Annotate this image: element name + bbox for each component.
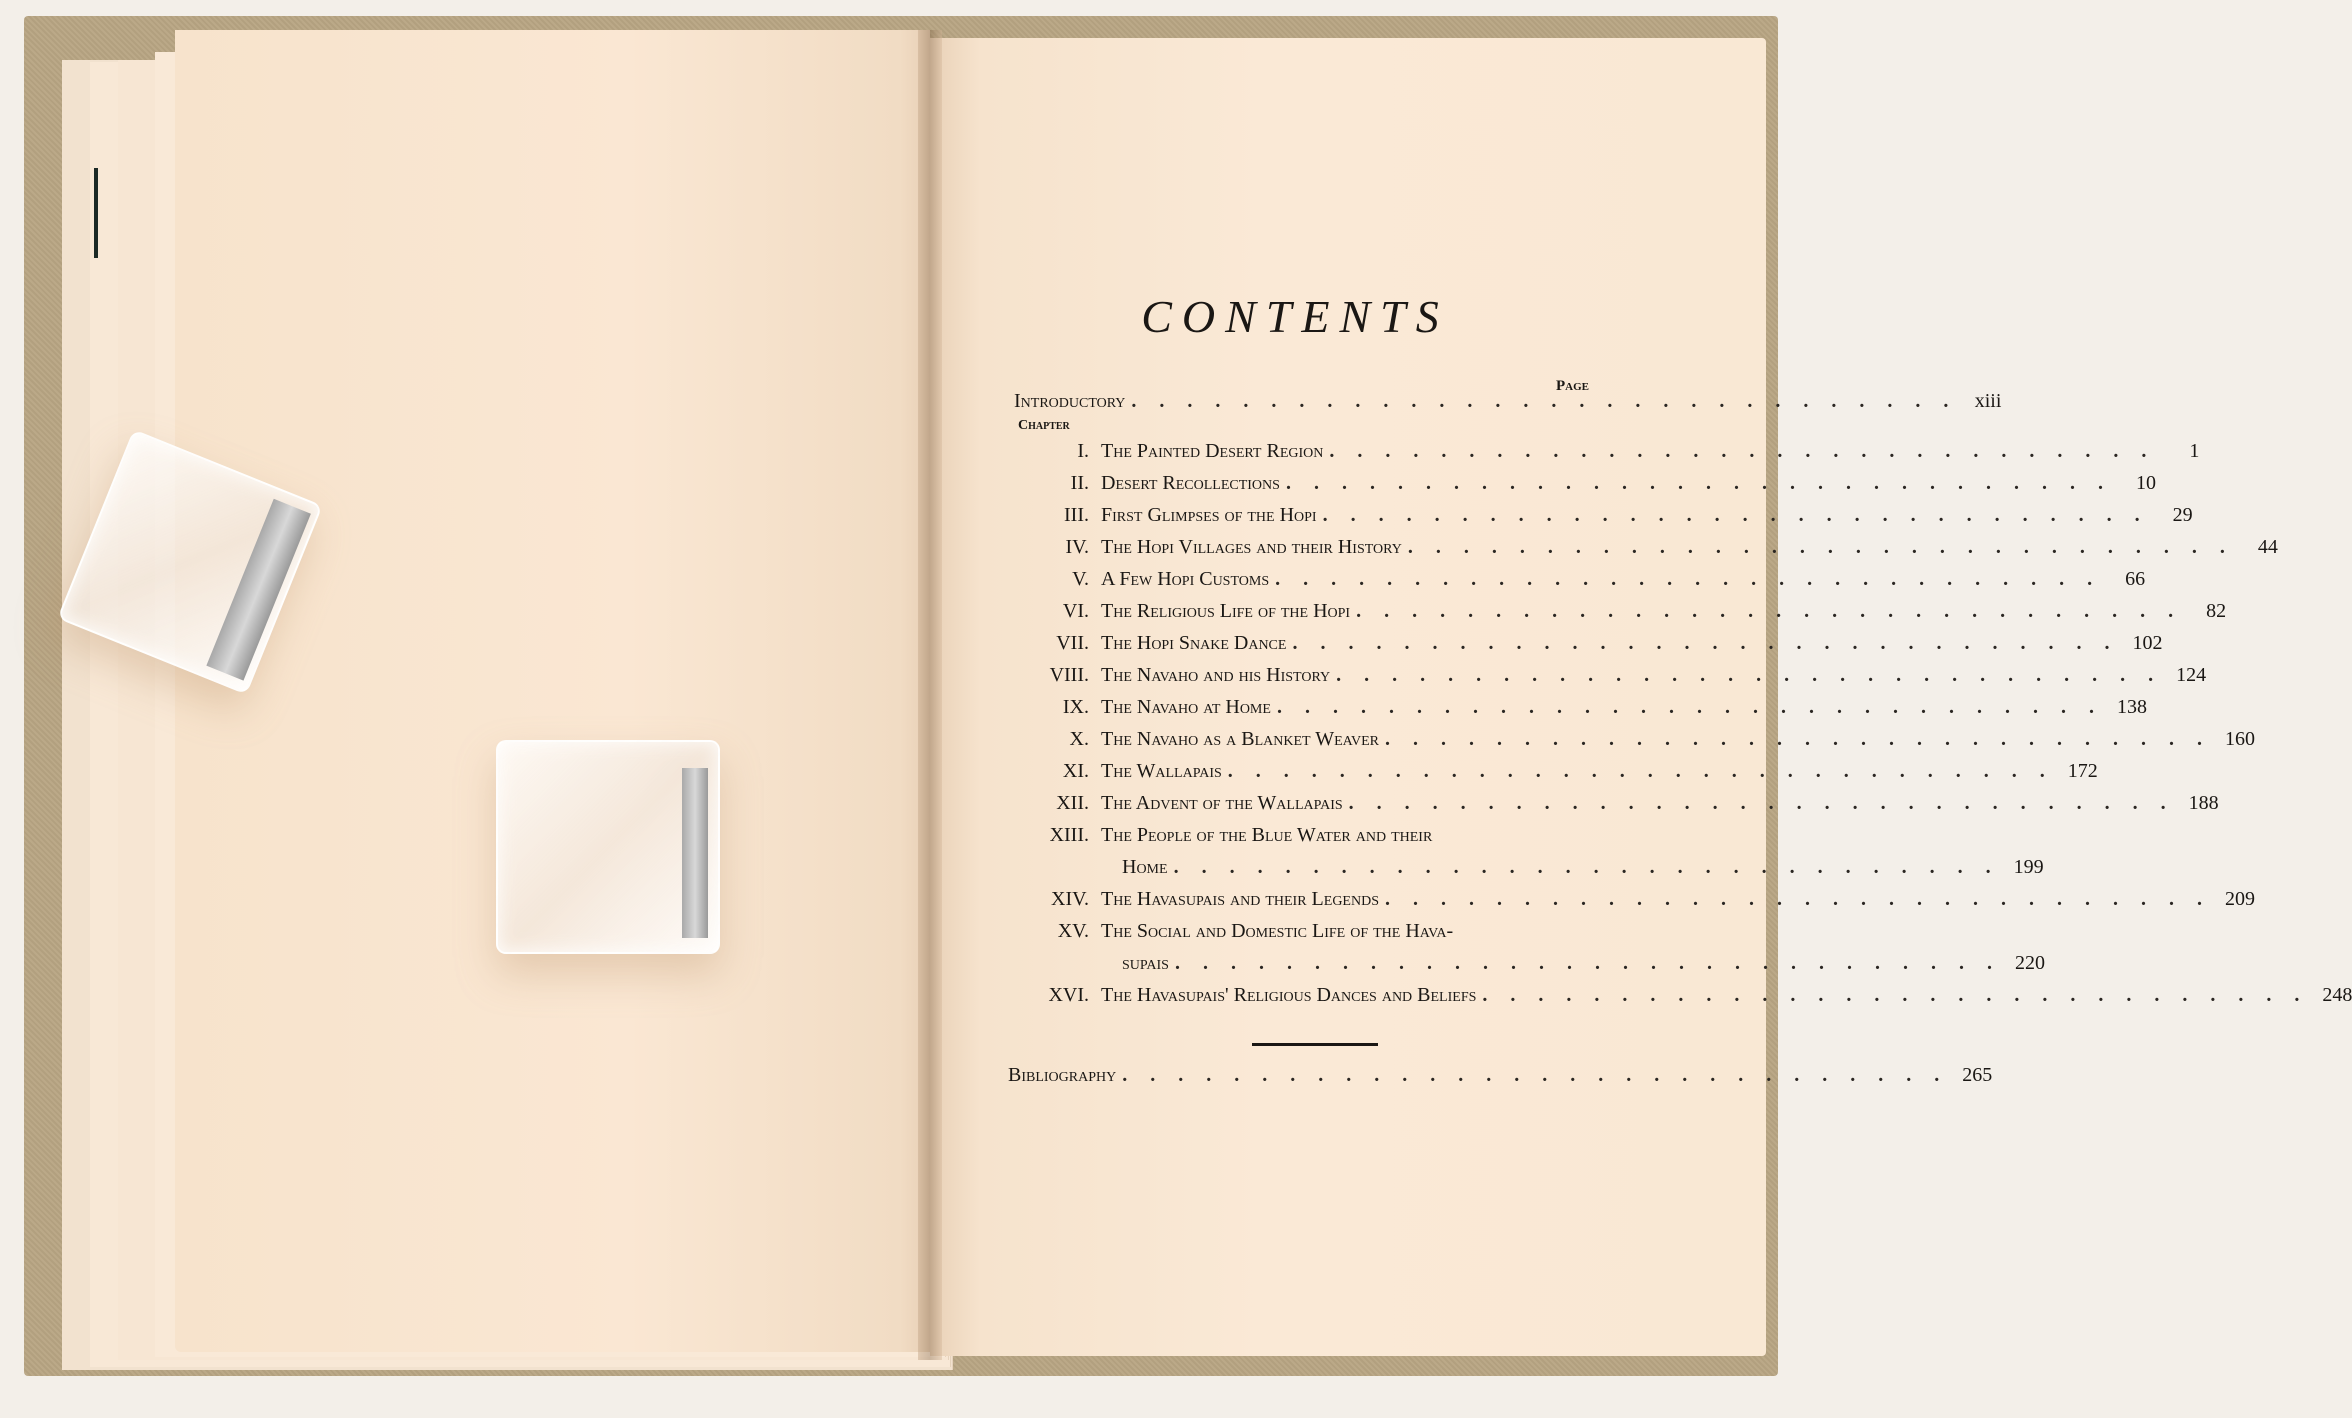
chapter-number: XV. (1057, 920, 1089, 942)
toc-bibliography (1008, 1064, 1993, 1092)
toc-leader: . . . . . . . . . . . . . . . . . . . . . . . . . . . . . . (1336, 664, 2163, 686)
chapter-number: XVI. (1048, 984, 1089, 1006)
toc-title: First Glimpses of the Hopi (1101, 504, 1317, 526)
toc-title: A Few Hopi Customs (1101, 568, 1270, 590)
toc-leader: . . . . . . . . . . . . . . . . . . . . . . . . . . . . . . (1482, 984, 2309, 1006)
toc-leader: . . . . . . . . . . . . . . . . . . . . . . . . . . . . . . (1292, 632, 2119, 654)
toc-page: 124 (2176, 664, 2207, 686)
toc-chapter-row (1014, 472, 2156, 500)
glass-weight-edge (682, 768, 708, 938)
toc-page: 82 (2206, 600, 2227, 622)
chapter-number: XI. (1062, 760, 1089, 782)
toc-chapter-row (1014, 760, 2098, 788)
chapter-number: XII. (1056, 792, 1089, 814)
toc-page: 1 (2189, 440, 2200, 462)
divider-rule (1252, 1043, 1378, 1046)
chapter-number: XIII. (1049, 824, 1089, 846)
contents-title: CONTENTS (1141, 291, 1449, 342)
toc-leader: . . . . . . . . . . . . . . . . . . . . . . . . . . . . . . (1173, 856, 2000, 878)
toc-page: 220 (2014, 952, 2045, 974)
toc-page: 188 (2188, 792, 2219, 814)
toc-title: Introductory (1014, 390, 1126, 412)
chapter-number: VIII. (1049, 664, 1089, 686)
toc-leader: . . . . . . . . . . . . . . . . . . . . . . . . . . . . . . (1407, 536, 2234, 558)
toc-chapter-row (1014, 696, 2147, 724)
chapter-number: II. (1070, 472, 1089, 494)
chapter-number: VII. (1056, 632, 1089, 654)
chapter-column-header: Chapter (1018, 418, 1070, 433)
toc-leader: . . . . . . . . . . . . . . . . . . . . . . . . . . . . . . (1348, 792, 2175, 814)
toc-chapter-continuation (1014, 952, 2045, 980)
toc-title: The Painted Desert Region (1101, 440, 1324, 462)
toc-page: 29 (2172, 504, 2193, 526)
toc-page: 199 (2013, 856, 2044, 878)
toc-title: The Navaho and his History (1101, 664, 1331, 686)
book-gutter (918, 30, 942, 1360)
toc-leader: . . . . . . . . . . . . . . . . . . . . . . . . . . . . . . (1131, 390, 1958, 412)
chapter-number: III. (1064, 504, 1089, 526)
toc-page: 209 (2224, 888, 2255, 910)
toc-title: The Navaho at Home (1101, 696, 1271, 718)
left-page (175, 30, 930, 1352)
toc-title: The Havasupais and their Legends (1101, 888, 1379, 910)
toc-chapter-row (1014, 440, 2200, 468)
toc-page: 248 (2322, 984, 2352, 1006)
toc-page: 172 (2067, 760, 2098, 782)
toc-title: The People of the Blue Water and their (1101, 824, 1433, 846)
toc-title: The Havasupais' Religious Dances and Beliefs (1101, 984, 1477, 1006)
toc-introductory (1014, 390, 2002, 418)
toc-leader: . . . . . . . . . . . . . . . . . . . . . . . . . . . . . . (1384, 888, 2211, 910)
toc-page: 265 (1962, 1064, 1993, 1086)
toc-chapter-row (1014, 664, 2207, 692)
chapter-number: IX. (1062, 696, 1089, 718)
spine-mark (94, 168, 98, 258)
toc-page: 102 (2132, 632, 2163, 654)
toc-chapter-row (1014, 824, 1589, 852)
toc-title: The Advent of the Wallapais (1101, 792, 1343, 814)
toc-chapter-row (1014, 920, 1589, 948)
toc-title-continuation: supais (1122, 952, 1169, 974)
toc-title: The Wallapais (1101, 760, 1222, 782)
toc-chapter-continuation (1014, 856, 2044, 884)
toc-leader: . . . . . . . . . . . . . . . . . . . . . . . . . . . . . . (1285, 472, 2112, 494)
toc-leader: . . . . . . . . . . . . . . . . . . . . . . . . . . . . . . (1276, 696, 2103, 718)
toc-title: Bibliography (1008, 1064, 1117, 1086)
toc-leader: . . . . . . . . . . . . . . . . . . . . . . . . . . . . . . (1384, 728, 2211, 750)
chapter-number: XIV. (1051, 888, 1089, 910)
toc-chapter-row (1014, 568, 2146, 596)
toc-page: 66 (2125, 568, 2146, 590)
toc-leader: . . . . . . . . . . . . . . . . . . . . . . . . . . . . . . (1356, 600, 2183, 622)
toc-title: The Navaho as a Blanket Weaver (1101, 728, 1379, 750)
toc-title: The Religious Life of the Hopi (1101, 600, 1351, 622)
page-column-header: Page (1556, 378, 1589, 394)
toc-page: 138 (2116, 696, 2147, 718)
toc-leader: . . . . . . . . . . . . . . . . . . . . . . . . . . . . . . (1227, 760, 2054, 782)
toc-page: xiii (1974, 390, 2002, 412)
toc-chapter-row (1014, 792, 2219, 820)
toc-chapter-row (1014, 984, 2352, 1012)
toc-page: 160 (2224, 728, 2255, 750)
toc-title-continuation: Home (1122, 856, 1168, 878)
toc-title: The Hopi Snake Dance (1101, 632, 1287, 654)
toc-chapter-row (1014, 504, 2193, 532)
toc-leader: . . . . . . . . . . . . . . . . . . . . . . . . . . . . . . (1322, 504, 2149, 526)
toc-chapter-row (1014, 632, 2163, 660)
toc-page: 10 (2135, 472, 2156, 494)
toc-leader: . . . . . . . . . . . . . . . . . . . . . . . . . . . . . . (1329, 440, 2156, 462)
toc-title: The Social and Domestic Life of the Hava- (1101, 920, 1454, 942)
toc-chapter-row (1014, 728, 2255, 756)
toc-chapter-row (1014, 536, 2278, 564)
chapter-number: I. (1077, 440, 1089, 462)
chapter-number: X. (1069, 728, 1089, 750)
toc-leader: . . . . . . . . . . . . . . . . . . . . . . . . . . . . . . (1275, 568, 2102, 590)
glass-weight (496, 740, 720, 954)
toc-chapter-row (1014, 600, 2227, 628)
toc-page: 44 (2257, 536, 2278, 558)
chapter-number: VI. (1062, 600, 1089, 622)
chapter-number: V. (1072, 568, 1089, 590)
toc-title: The Hopi Villages and their History (1101, 536, 1402, 558)
toc-chapter-row (1014, 888, 2255, 916)
toc-leader: . . . . . . . . . . . . . . . . . . . . . . . . . . . . . . (1174, 952, 2001, 974)
chapter-number: IV. (1065, 536, 1089, 558)
toc-title: Desert Recollections (1101, 472, 1280, 494)
toc-leader: . . . . . . . . . . . . . . . . . . . . . . . . . . . . . . (1122, 1064, 1949, 1086)
